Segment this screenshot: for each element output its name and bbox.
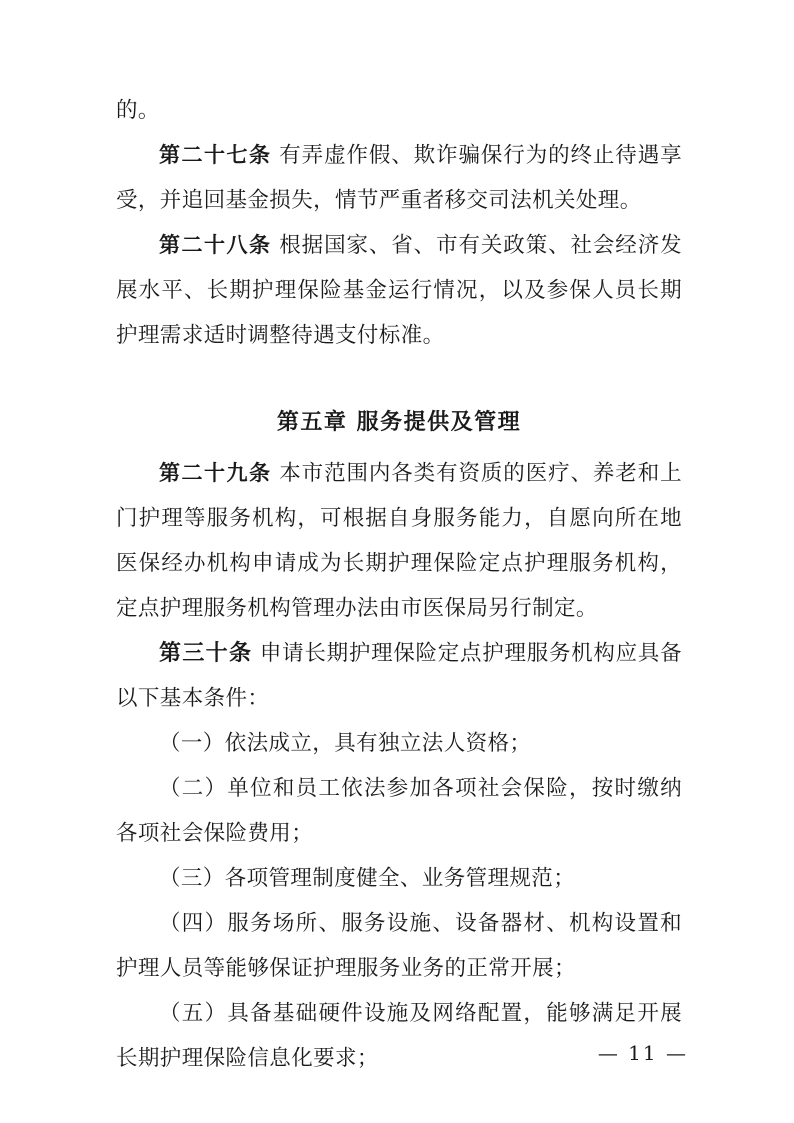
chapter-5-heading: 第五章 服务提供及管理 (276, 410, 522, 435)
article-30-text: 申请长期护理保险定点护理服务机构应具备以下基本条件： (116, 641, 683, 711)
list-item-4: （四）服务场所、服务设施、设备器材、机构设置和护理人员等能够保证护理服务业务的正常开展； (116, 911, 682, 981)
article-30-label: 第三十条 (159, 641, 253, 666)
article-27-label: 第二十七条 (159, 143, 272, 167)
paragraph-text: 的。 (116, 98, 160, 123)
article-29-label: 第二十九条 (159, 461, 272, 485)
spacer-before-chapter (116, 358, 682, 400)
article-28-text: 根据国家、省、市有关政策、社会经济发展水平、长期护理保险基金运行情况，以及参保人员长期护理需求适时调整待遇支付标准。 (116, 233, 683, 348)
document-body (116, 88, 682, 1081)
article-28-label: 第二十八条 (159, 233, 272, 257)
article-29 (116, 451, 682, 631)
article-27 (116, 133, 682, 223)
article-30 (116, 631, 682, 721)
article-28 (116, 223, 682, 358)
list-item-1: （一）依法成立，具有独立法人资格； (159, 731, 532, 756)
list-item-5: （五）具备基础硬件设施及网络配置，能够满足开展长期护理保险信息化要求； (116, 1001, 682, 1071)
article-27-text: 有弄虚作假、欺诈骗保行为的终止待遇享受，并追回基金损失，情节严重者移交司法机关处理。 (116, 143, 683, 213)
article-29-text: 本市范围内各类有资质的医疗、养老和上门护理等服务机构，可根据自身服务能力，自愿向所在地医保经办机构申请成为长期护理保险定点护理服务机构，定点护理服务机构管理办法由市医保局另行制定。 (116, 461, 683, 621)
list-item-3: （三）各项管理制度健全、业务管理规范； (159, 866, 576, 891)
page-number: — 11 — (597, 1041, 688, 1065)
list-item-2: （二）单位和员工依法参加各项社会保险，按时缴纳各项社会保险费用； (116, 776, 682, 846)
paragraph-continuation (116, 88, 682, 133)
